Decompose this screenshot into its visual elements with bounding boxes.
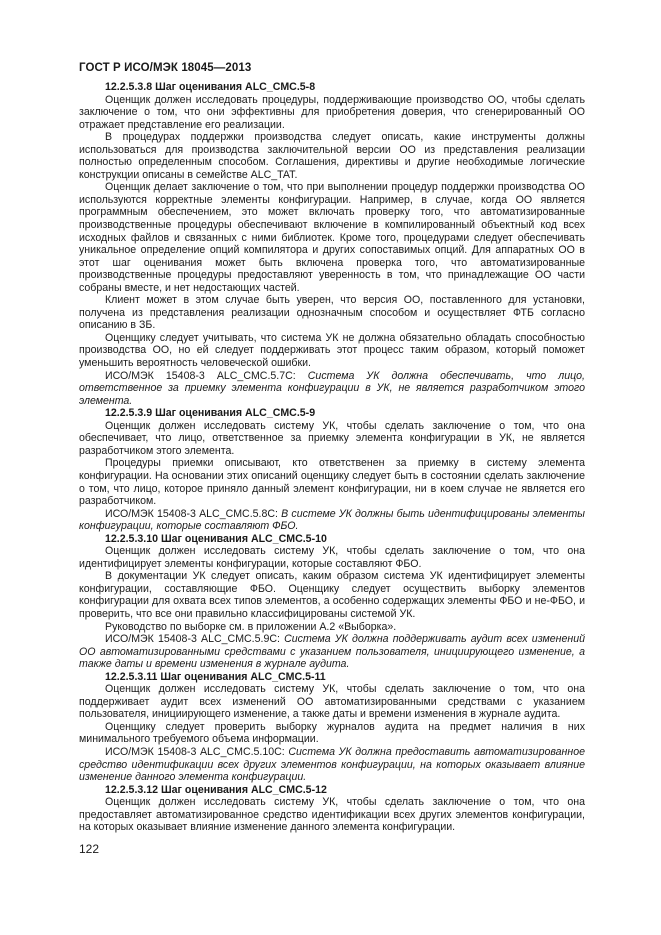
standard-reference (79, 746, 585, 784)
section-heading: 12.2.5.3.8 Шаг оценивания ALC_CMC.5-8 (105, 81, 316, 93)
reference-text: Система УК должна поддерживать аудит всех изменений ОО автоматизированными средствами с указанием пользователя, инициирующего изменение, а также даты и времени изменения в журнале аудита. (79, 633, 585, 671)
reference-text: Система УК должна обеспечивать, что лицо, ответственное за приемку элемента конфигурации в УК, не является разработчиком этого элемента. (79, 369, 585, 407)
paragraph: В документации УК следует описать, каким образом система УК идентифицирует элементы конфигурации, составляющие ФБО. Оценщику следует осуществить выборку элементов конфигурации для охвата всех типов элементов, а особенно содержащих элементы ФБО и не-ФБО, и проверить, что все они правильно классифицированы системой УК. (79, 570, 585, 620)
reference-lead: ИСО/МЭК 15408-3 ALC_CMC.5.7С: (105, 369, 308, 382)
section-heading: 12.2.5.3.12 Шаг оценивания ALC_CMC.5-12 (105, 783, 327, 796)
paragraph: В процедурах поддержки производства следует описать, какие инструменты должны использоваться для производства заключительной версии ОО из представления реализации полностью определенным способом. Соглашения, директивы и другие необходимые логические конструкции описаны в семействе ALC_TAT. (79, 131, 585, 181)
document-body (79, 81, 585, 834)
reference-text: В системе УК должны быть идентифицированы элементы конфигурации, которые составляют ФБО. (79, 507, 585, 533)
document-header: ГОСТ Р ИСО/МЭК 18045—2013 (79, 62, 252, 74)
paragraph: Оценщик должен исследовать систему УК, чтобы сделать заключение о том, что она обеспечивает, что лицо, ответственное за приемку элемента конфигурации в УК, не является разработчиком этого элемента. (79, 419, 585, 457)
paragraph: Оценщик должен исследовать систему УК, чтобы сделать заключение о том, что она идентифицирует элементы конфигурации, которые составляют ФБО. (79, 545, 585, 570)
paragraph: Оценщик делает заключение о том, что при выполнении процедур поддержки производства ОО используются корректные элементы конфигурации. Например, в случае, когда ОО является программным обеспечением, это может включать проверку того, что автоматизированные производственные процедуры обеспечивают включение в компилированный объектный код всех исходных файлов и связанных с ними библиотек. Кроме того, процедурами следует обеспечивать уникальное определение опций компилятора и других сопоставимых опций. Для аппаратных ОО в этот шаг оценивания может быть включена проверка того, что автоматизированные производственные процедуры предоставляют уверенность в том, что принадлежащие ОО части собраны вместе, и нет недостающих частей. (79, 181, 585, 294)
reference-lead: ИСО/МЭК 15408-3 ALC_CMC.5.9С: (105, 633, 285, 646)
section-heading: 12.2.5.3.9 Шаг оценивания ALC_CMC.5-9 (105, 407, 316, 420)
paragraph: Оценщик должен исследовать систему УК, чтобы сделать заключение о том, что она поддерживает аудит всех изменений ОО автоматизированными средствами с указанием пользователя, инициирующего изменение, а также даты и времени изменения в журнале аудита. (79, 683, 585, 721)
paragraph: Оценщик должен исследовать систему УК, чтобы сделать заключение о том, что она предоставляет автоматизированное средство идентификации всех других элементов конфигурации, на которых оказывает влияние изменение данного элемента конфигурации. (79, 796, 585, 834)
standard-reference (79, 508, 585, 533)
page-number: 122 (79, 842, 100, 856)
paragraph: Руководство по выборке см. в приложении А.2 «Выборка». (105, 620, 397, 633)
paragraph: Оценщик должен исследовать процедуры, поддерживающие производство ОО, чтобы сделать заключение о том, что они эффективны для приобретения доверия, что сгенерированный ОО отражает представление его реализации. (79, 93, 585, 131)
paragraph: Клиент может в этом случае быть уверен, что версия ОО, поставленного для установки, получена из представления реализации однозначным способом и осуществляет ФТБ согласно описанию в ЗБ. (79, 294, 585, 332)
standard-reference (79, 633, 585, 671)
section-heading: 12.2.5.3.10 Шаг оценивания ALC_CMC.5-10 (105, 532, 327, 545)
reference-lead: ИСО/МЭК 15408-3 ALC_CMC.5.8С: (105, 507, 282, 520)
paragraph: Оценщику следует проверить выборку журналов аудита на предмет наличия в них минимального требуемого объема информации. (79, 720, 585, 746)
paragraph: Оценщику следует учитывать, что система УК не должна обязательно обладать способностью производства ОО, но ей следует поддерживать этот процесс таким образом, который поможет уменьшить вероятность человеческой ошибки. (79, 331, 585, 370)
standard-reference (79, 370, 585, 408)
reference-text: Система УК должна предоставить автоматизированное средство идентификации всех других элементов конфигурации, на которых оказывает влияние изменение данного элемента конфигурации. (79, 745, 585, 784)
paragraph: Процедуры приемки описывают, кто ответственен за приемку в систему элемента конфигурации. На основании этих описаний оценщику следует быть в состоянии сделать заключение о том, что лицо, которое приняло данный элемент конфигурации, ни в коем случае не является его разработчиком. (79, 457, 585, 508)
section-heading: 12.2.5.3.11 Шаг оценивания ALC_CMC.5-11 (105, 670, 326, 683)
reference-lead: ИСО/МЭК 15408-3 ALC_CMC.5.10С: (105, 745, 289, 758)
